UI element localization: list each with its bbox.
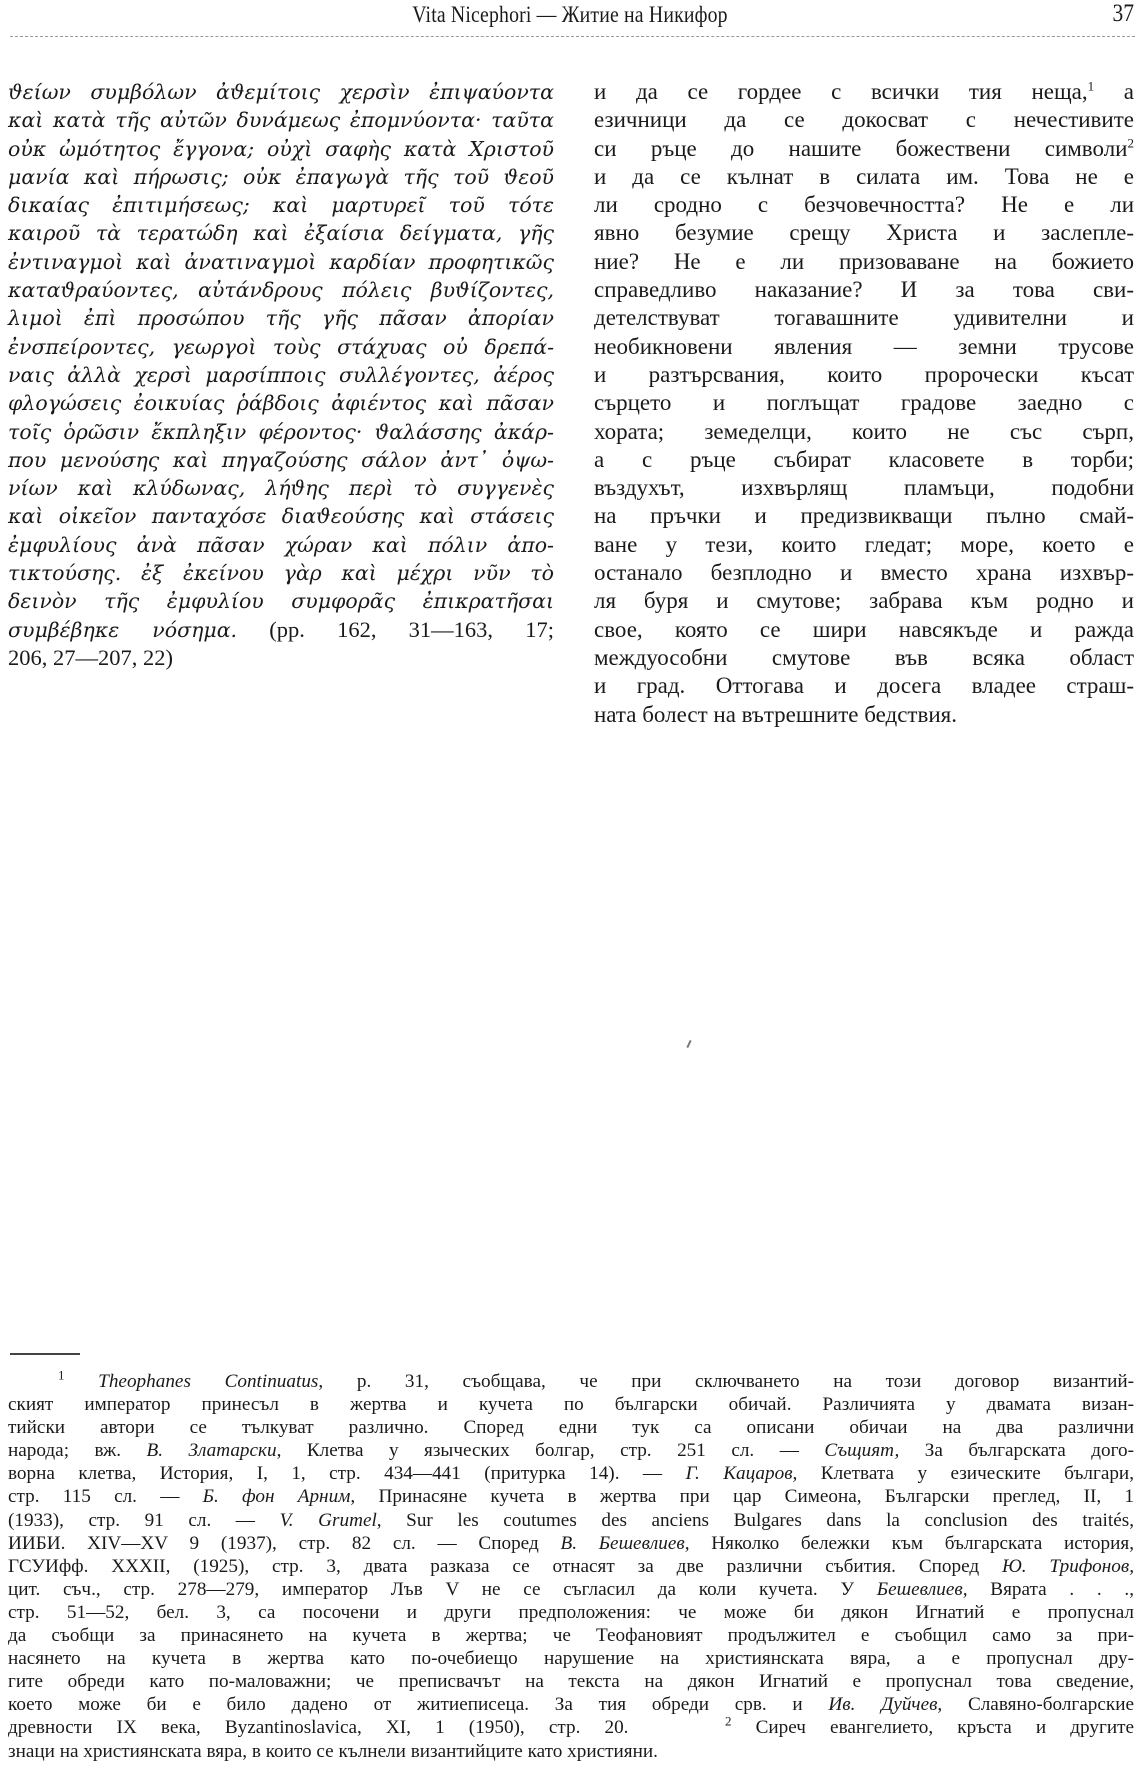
footnote-text: За българската дого- xyxy=(899,1440,1135,1462)
translation-line: ние? Не е ли призоваване на божието xyxy=(594,248,1134,274)
author-name: Ю. Трифонов, xyxy=(1001,1555,1134,1577)
translation-line: свое, която се шири навсякъде и ражда xyxy=(594,616,1134,642)
header-rule xyxy=(10,36,1135,37)
footnote-text: Славяно-болгарские xyxy=(942,1694,1134,1716)
footnote-number-2: 2 xyxy=(724,1714,732,1730)
translation-line: справедливо наказание? И за това сви- xyxy=(594,277,1134,303)
footnote-text: Сиреч евангелието, кръста и другите xyxy=(731,1717,1135,1739)
source-citation: (pp. 162, 31—163, 17; xyxy=(237,616,554,642)
footnote-line xyxy=(8,1532,1134,1555)
translation-line: въздухът, изхвърлящ пламъци, подобни xyxy=(594,475,1134,501)
translation-line: хората; земеделци, които не със сърп, xyxy=(594,418,1134,444)
footnote-text: , p. 31, съобщава, че при сключването на този договор византий- xyxy=(318,1371,1134,1392)
footnote-number-1: 1 xyxy=(58,1367,65,1383)
page-number: 37 xyxy=(1112,0,1134,27)
footnote-text: стр. 115 сл. — xyxy=(8,1486,203,1508)
author-name: V. Grumel xyxy=(279,1509,377,1531)
author-name: Б. фон Арним, xyxy=(202,1486,356,1508)
footnote-line xyxy=(8,1367,1134,1393)
greek-line: ναις ἀλλὰ χερσὶ μαρσίπποις συλλέγοντες, ἀέρος xyxy=(8,362,554,387)
footnote-line: знаци на християнската вяра, в които се кълнели византийците като християни. xyxy=(8,1740,658,1762)
footnote-text: Принасяне кучета в жертва при цар Симеона, Български преглед, II, 1 xyxy=(355,1486,1134,1508)
greek-line: καὶ κατὰ τῆς αὐτῶν δυνάμεως ἐπομνύοντα· ταῦτα xyxy=(8,108,554,133)
footnote-line xyxy=(8,1578,1134,1601)
source-citation-cont: 206, 27—207, 22) xyxy=(8,644,173,670)
footnote-text: (1933), стр. 91 сл. — xyxy=(8,1509,280,1531)
greek-line: καὶ οἰκεῖον πανταχόσε διαϑεούσης καὶ στάσεις xyxy=(8,504,554,529)
greek-text-column xyxy=(8,78,554,672)
translation-text: и да се гордее с всички тия неща, xyxy=(594,79,1088,104)
footnote-text: ИИБИ. XIV—XV 9 (1937), стр. 82 сл. — Според xyxy=(8,1532,561,1554)
greek-line: λιμοὶ ἐπὶ προσώπου τῆς γῆς πᾶσαν ἀπορίαν xyxy=(8,306,554,331)
author-name: Г. Кацаров, xyxy=(685,1463,798,1485)
greek-line: φλογώσεις ἐοικυίας ῥάβδοις ἀφιέντος καὶ πᾶσαν xyxy=(8,391,554,416)
author-name: В. Бешевлиев, xyxy=(560,1532,690,1554)
footnote-line: ският император принесъл в жертва и кучета по български обичай. Различията у двамата визан- xyxy=(8,1394,1134,1416)
translation-text: а xyxy=(1094,79,1134,104)
footnote-line xyxy=(8,1439,1134,1462)
footnote-ref-2[interactable]: 2 xyxy=(1127,134,1134,150)
translation-line: междуособни смутове във всяка област xyxy=(594,644,1134,670)
translation-line: ната болест на вътрешните бедствия. xyxy=(594,701,957,727)
footnote-ref-1[interactable]: 1 xyxy=(1087,78,1095,94)
greek-line: ἐμφυλίους ἀνὰ πᾶσαν χώραν καὶ πόλιν ἀπο- xyxy=(8,532,554,557)
running-head xyxy=(0,0,1140,34)
translation-line: и да се кълнат в силата им. Това не е xyxy=(594,163,1134,189)
greek-line: δικαίας ἐπιτιμήσεως; καὶ μαρτυρεῖ τοῦ τότε xyxy=(8,193,554,218)
translation-line: езичници да се докосват с нечестивите xyxy=(594,107,1134,133)
footnotes xyxy=(8,1367,1135,1763)
translation-line: на пръчки и предизвикващи пълно смай- xyxy=(594,503,1134,529)
author-name: Същият, xyxy=(824,1440,900,1462)
footnote-text: ворна клетва, История, I, 1, стр. 434—441 (притурка 14). — xyxy=(8,1463,686,1485)
translation-line xyxy=(594,135,1134,163)
footnote-line xyxy=(8,1485,1134,1508)
footnote-rule xyxy=(10,1353,80,1355)
footnote-line: тийски автори се тълкуват различно. Според едни тук са описани обичаи на два различни xyxy=(8,1417,1134,1439)
footnote-line xyxy=(8,1462,1134,1485)
footnote-text: ГСУИфф. XXXII, (1925), стр. 3, двата разказа се отнасят за две различни събития. Според xyxy=(8,1555,1002,1577)
footnote-text: , Клетва у языческих болгар, стр. 251 сл. — xyxy=(276,1440,825,1462)
greek-line: οὐκ ὠμότητος ἔγγονα; οὐχὶ σαφὴς κατὰ Χριστοῦ xyxy=(8,136,554,161)
footnote-line: гите обреди като по-маловажни; че преписвачът на текста на дякон Игнатий е пропуснал това сведение, xyxy=(8,1671,1134,1693)
translation-line xyxy=(594,78,1134,106)
translation-line: а с ръце събират класовете в торби; xyxy=(594,446,1134,472)
translation-text: си ръце до нашите божествени символи xyxy=(594,135,1128,161)
translation-line: ли сродно с безчовечността? Не е ли xyxy=(594,192,1134,218)
footnote-line: стр. 51—52, бел. 3, са посочени и други предположения: че може би дякон Игнатий е пропуснал xyxy=(8,1601,1134,1623)
greek-line: μανία καὶ πήρωσις; οὐκ ἐπαγωγὰ τῆς τοῦ ϑεοῦ xyxy=(8,164,554,189)
greek-line: που μενούσης καὶ πηγαζούσης σάλον ἀντ᾽ ὀψω- xyxy=(8,447,554,472)
footnote-text: , Sur les coutumes des anciens Bulgares dans la conclusion des traités, xyxy=(376,1509,1134,1531)
greek-line: καιροῦ τὰ τερατώδη καὶ ἐξαίσια δείγματα, γῆς xyxy=(8,221,554,246)
translation-line: и разтърсвания, които пророчески късат xyxy=(594,361,1134,387)
author-name: Ив. Дуйчев, xyxy=(828,1694,943,1716)
greek-line: ἐντιναγμοὶ καὶ ἀνατιναγμοὶ καρδίαν προφητικῶς xyxy=(8,249,554,274)
print-speck xyxy=(686,1040,691,1048)
footnote-text: Няколко бележки към българската история, xyxy=(689,1532,1134,1554)
translation-line: ля буря и смутове; забрава към родно и xyxy=(594,588,1134,614)
translation-line: явно безумие срещу Христа и заслепле- xyxy=(594,220,1134,246)
footnote-line xyxy=(8,1509,1134,1532)
footnote-line xyxy=(8,1693,1134,1716)
greek-line: νίων καὶ κλύδωνας, λήϑης περὶ τὸ συγγενὲς xyxy=(8,476,554,501)
footnote-text: древности IX века, Byzantinoslavica, XI, 1 (1950), стр. 20. xyxy=(8,1717,629,1739)
footnote-text: Вярата . . ., xyxy=(967,1578,1134,1600)
footnote-text: което може би е било дадено от житиеписеца. За тия обреди срв. и xyxy=(8,1694,829,1716)
greek-line: τοῖς ὁρῶσιν ἔκπληξιν φέροντος· ϑαλάσσης ἀκάρ- xyxy=(8,419,554,444)
translation-line: сърцето и поглъщат градове заедно с xyxy=(594,390,1134,416)
bulgarian-translation-column xyxy=(594,78,1134,729)
greek-text: συμβέβηκε νόσημα. xyxy=(8,617,238,642)
greek-line: ἐνσπείροντες, γεωργοὶ τοὺς στάχυας οὐ δρεπά- xyxy=(8,334,554,359)
footnote-line: да съобщи за принасянето на кучета в жертва; че Теофановият продължител е съобщил само за при- xyxy=(8,1625,1134,1647)
greek-line: δεινὸν τῆς ἐμφυλίου συμφορᾶς ἐπικρατῆσαι xyxy=(8,589,554,614)
translation-line: и град. Оттогава и досега владее страш- xyxy=(594,673,1134,699)
footnote-line xyxy=(8,1716,1134,1739)
translation-line: необикновени явления — земни трусове xyxy=(594,333,1134,359)
greek-line: ϑείων συμβόλων ἀϑεμίτοις χερσὶν ἐπιψαύοντα xyxy=(8,80,554,104)
translation-line: ване у тези, които гледат; море, което е xyxy=(594,531,1134,557)
author-name: Theophanes Continuatus xyxy=(98,1371,319,1392)
greek-line: καταϑραύοντες, αὐτάνδρους πόλεις βυϑίζοντες, xyxy=(8,278,554,303)
footnote-text: Клетвата у езическите българи, xyxy=(797,1463,1134,1485)
footnote-text: цит. съч., стр. 278—279, император Лъв V не се съгласил да коли кучета. У xyxy=(8,1578,877,1600)
greek-line: τικτούσης. ἐξ ἐκείνου γὰρ καὶ μέχρι νῦν τὸ xyxy=(8,561,554,586)
footnote-text: народа; вж. xyxy=(8,1440,147,1462)
footnote-line: насянето на кучета в жертва като по-очебиещо нарушение на християнската вяра, а е пропуснал дру- xyxy=(8,1648,1134,1670)
greek-line xyxy=(8,616,554,644)
author-name: В. Златарски xyxy=(146,1440,277,1462)
footnote-line xyxy=(8,1555,1134,1578)
translation-line: детелствуват тогавашните удивителни и xyxy=(594,305,1134,331)
running-title: Vita Nicephori — Житие на Никифор xyxy=(412,2,728,27)
translation-line: останало безплодно и вместо храна изхвър- xyxy=(594,560,1134,586)
author-name: Бешевлиев, xyxy=(876,1578,968,1600)
